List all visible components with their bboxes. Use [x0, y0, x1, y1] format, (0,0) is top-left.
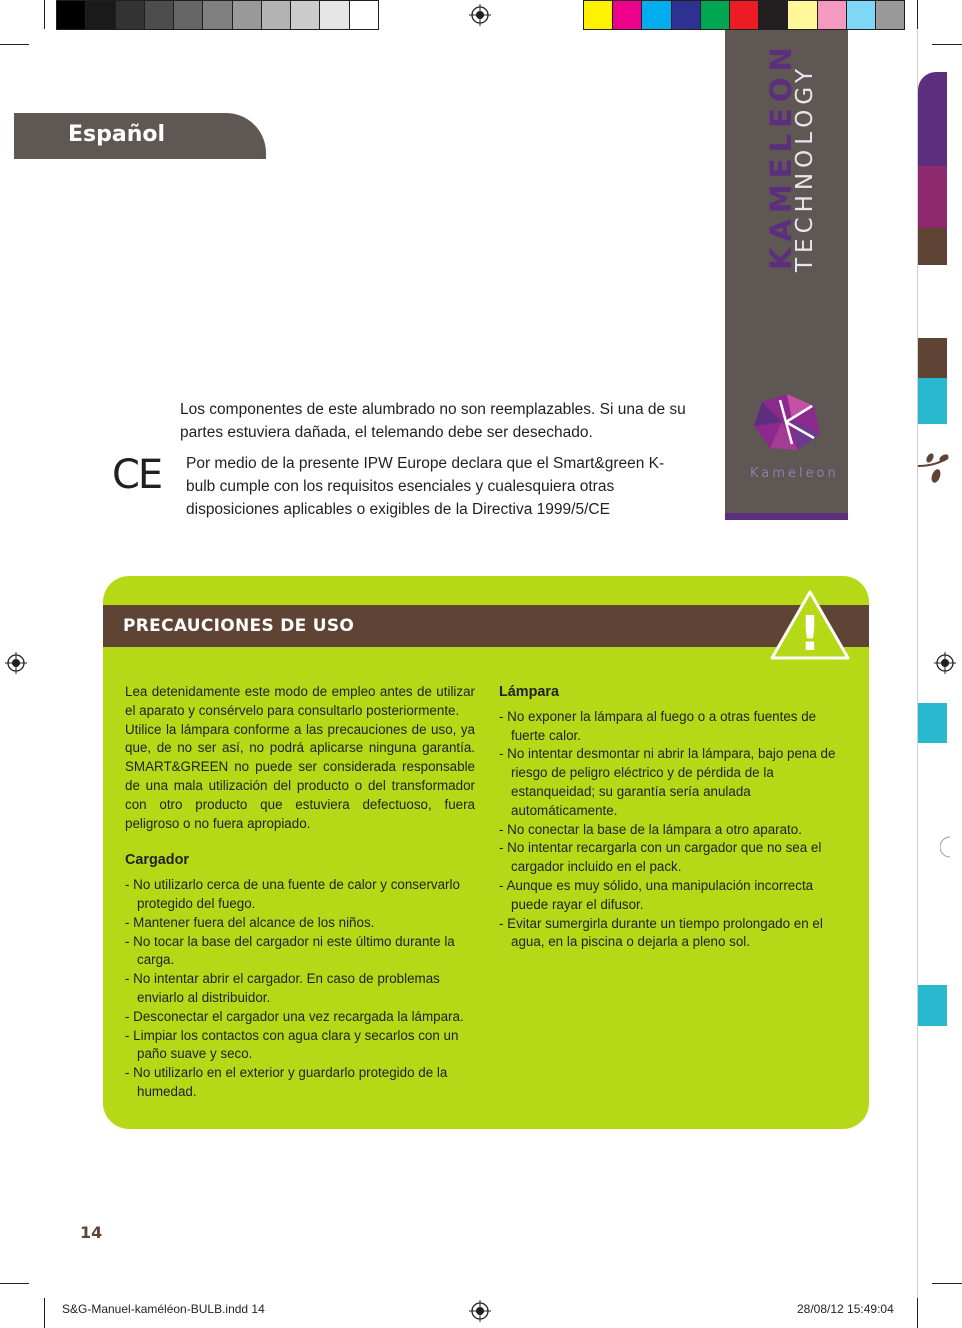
brand-logo-text: Kameleon: [750, 466, 839, 481]
ce-mark: CE: [112, 452, 162, 498]
warning-symbol: !: [799, 606, 821, 662]
color-swatch: [145, 1, 174, 29]
crop-mark: [44, 0, 45, 29]
list-item: - No conectar la base de la lámpara a otro aparato.: [499, 821, 802, 837]
registration-mark-icon: [469, 4, 491, 26]
arc-mark-icon: [940, 836, 952, 858]
color-swatch: [613, 1, 642, 29]
list-item: - Aunque es muy sólido, una manipulación incorrecta puede rayar el difusor.: [499, 877, 814, 912]
registration-mark-icon: [469, 1300, 491, 1322]
color-swatch: [174, 1, 203, 29]
registration-mark-icon: [5, 652, 27, 674]
list-item: - No intentar recargarla con un cargador que no sea el cargador incluido en el pack.: [499, 840, 822, 875]
compliance-declaration: Por medio de la presente IPW Europe declara que el Smart&green K-bulb cumple con los requisitos esenciales y cualesquiera otras disposiciones aplicables o exigibles de la Directiva 1999/5/CE: [186, 455, 665, 518]
color-swatch: [57, 1, 86, 29]
brand-subtitle: TECHNOLOGY: [792, 63, 818, 272]
precautions-left-column: [125, 683, 475, 1102]
precautions-right-column: [499, 683, 849, 952]
side-tab-brown: [918, 338, 947, 378]
list-item: - No tocar la base del cargador ni este último durante la carga.: [125, 933, 455, 968]
color-swatch: [262, 1, 291, 29]
list-item: - Evitar sumergirla durante un tiempo prolongado en el agua, en la piscina o dejarla a pleno sol.: [499, 915, 823, 950]
warranty-paragraph: Utilice la lámpara conforme a las precauciones de uso, ya que, de no ser así, no podrá aplicarse ninguna garantía. SMART&GREEN no puede ser considerada responsable de una mala utilización del producto o del transformador con otro producto que estuviera defectuoso, fuera peligroso o no fuera apropiado.: [125, 721, 475, 831]
lamp-heading: Lámpara: [499, 684, 559, 700]
process-color-bar: [583, 0, 905, 30]
intro-paragraph: Lea detenidamente este modo de empleo antes de utilizar el aparato y consérvelo para consultarlo posteriormente.: [125, 684, 475, 718]
color-swatch: [233, 1, 262, 29]
color-swatch: [291, 1, 320, 29]
language-label: Español: [68, 122, 166, 147]
crop-mark: [932, 1283, 962, 1284]
color-swatch: [350, 1, 378, 29]
language-header-tab: [14, 113, 266, 159]
side-tab-magenta: [918, 166, 947, 228]
crop-mark: [0, 44, 29, 45]
list-item: - No intentar abrir el cargador. En caso de problemas enviarlo al distribuidor.: [125, 971, 440, 1005]
registration-mark-icon: [934, 652, 956, 674]
color-swatch: [203, 1, 232, 29]
crop-mark: [932, 44, 962, 45]
color-swatch: [672, 1, 701, 29]
file-slug: S&G-Manuel-kaméléon-BULB.indd 14: [62, 1302, 265, 1316]
list-item: - Desconectar el cargador una vez recargada la lámpara.: [125, 1008, 464, 1024]
precautions-header: [103, 605, 869, 647]
page-number: 14: [80, 1223, 103, 1242]
precautions-title: PRECAUCIONES DE USO: [123, 616, 355, 636]
color-swatch: [876, 1, 904, 29]
list-item: - Limpiar los contactos con agua clara y secarlos con un paño suave y seco.: [125, 1027, 459, 1062]
grayscale-color-bar: [56, 0, 379, 30]
color-swatch: [584, 1, 613, 29]
crop-mark: [917, 1298, 918, 1328]
crop-mark: [0, 1283, 29, 1284]
crop-mark: [917, 0, 918, 29]
side-tab-cyan: [918, 985, 947, 1026]
color-swatch: [116, 1, 145, 29]
side-tab-cyan: [918, 703, 947, 743]
color-swatch: [847, 1, 876, 29]
list-item: - No exponer la lámpara al fuego o a otras fuentes de fuerte calor.: [499, 708, 817, 743]
color-swatch: [642, 1, 671, 29]
side-tab-brown: [918, 228, 947, 265]
list-item: - Mantener fuera del alcance de los niños.: [125, 914, 375, 930]
leaf-branch-icon: [918, 448, 950, 492]
side-tab-purple: [918, 72, 947, 166]
list-item: - No utilizarlo en el exterior y guardarlo protegido de la humedad.: [125, 1065, 448, 1099]
charger-heading: Cargador: [125, 852, 189, 869]
color-swatch: [818, 1, 847, 29]
color-swatch: [86, 1, 115, 29]
color-swatch: [788, 1, 817, 29]
components-notice: Los componentes de este alumbrado no son reemplazables. Si una de su partes estuviera dañada, el telemando debe ser desechado.: [180, 401, 686, 441]
color-swatch: [320, 1, 349, 29]
warning-triangle-icon: [768, 588, 852, 664]
color-swatch: [701, 1, 730, 29]
brand-name: KAMELEON: [764, 41, 798, 270]
kameleon-logo-icon: [752, 392, 822, 452]
color-swatch: [759, 1, 788, 29]
side-tab-cyan: [918, 378, 947, 424]
crop-mark: [44, 1298, 45, 1328]
date-slug: 28/08/12 15:49:04: [797, 1302, 894, 1316]
list-item: - No utilizarlo cerca de una fuente de calor y conservarlo protegido del fuego.: [125, 877, 460, 911]
list-item: - No intentar desmontar ni abrir la lámpara, bajo pena de riesgo de peligro eléctrico y de pérdida de la estanqueidad; su garantía sería anulada automáticamente.: [499, 746, 836, 818]
brand-banner-stripe: [725, 513, 848, 520]
color-swatch: [730, 1, 759, 29]
